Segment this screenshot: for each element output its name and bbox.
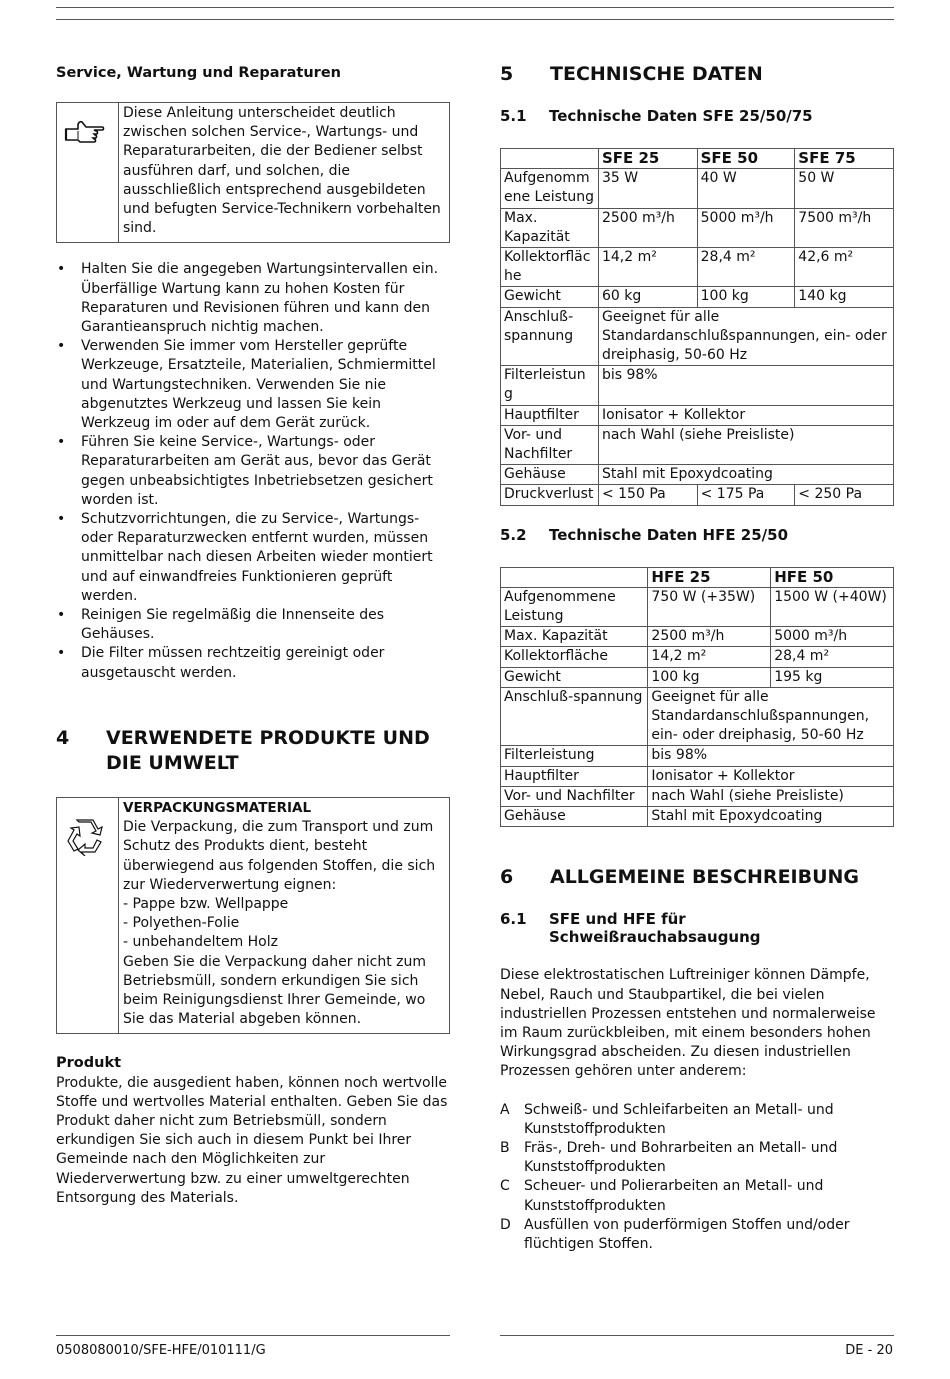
table-row (501, 307, 894, 366)
table-cell: 2500 m³/h (648, 627, 771, 647)
packaging-text (119, 798, 449, 1033)
packaging-item: - unbehandeltem Holz (123, 934, 278, 951)
bullet-item: • Verwenden Sie immer vom Hersteller geprüfte Werkzeuge, Ersatzteile, Materialien, Schmiermittel und Wartungstechniken. Verwenden Sie nie abgenutztes Werkzeug und lassen Sie kein Werkzeug im oder auf dem Gerät zurück. (56, 337, 450, 433)
section-5-1-heading (500, 107, 894, 125)
service-note-box (56, 102, 450, 243)
row-label: Kollektorfläc he (501, 248, 599, 287)
table-cell: 28,4 m² (771, 647, 894, 667)
table-cell: Ionisator + Kollektor (598, 405, 893, 425)
table-cell: 60 kg (598, 287, 697, 307)
table-row (501, 786, 894, 806)
row-label: Vor- und Nachfilter (501, 425, 599, 464)
table-cell: 14,2 m² (598, 248, 697, 287)
table-row (501, 485, 894, 505)
footer-doc-code: 0508080010/SFE-HFE/010111/G (56, 1343, 266, 1358)
packaging-intro: Die Verpackung, die zum Transport und zum Schutz des Produkts dient, besteht überwiegend aus folgenden Stoffen, die sich zur Wiederverwertung eignen: (123, 819, 436, 893)
subsection-title: Technische Daten HFE 25/50 (549, 525, 789, 544)
table-header-row (501, 149, 894, 169)
process-list (500, 1101, 894, 1255)
section-6-1-heading (500, 910, 894, 946)
table-row (501, 587, 894, 626)
packaging-item: - Pappe bzw. Wellpappe (123, 895, 289, 912)
header-cell: SFE 75 (795, 149, 894, 169)
subsection-title: SFE und HFE für Schweißrauchabsaugung (549, 910, 761, 947)
list-key: C (500, 1178, 510, 1195)
table-row (501, 405, 894, 425)
pointing-hand-icon (57, 103, 119, 242)
table-cell: 40 W (697, 169, 795, 208)
table-row (501, 627, 894, 647)
row-label: Hauptfilter (501, 766, 648, 786)
table-cell: bis 98% (648, 746, 894, 766)
header-cell: SFE 50 (697, 149, 795, 169)
row-label: Aufgenommene Leistung (501, 587, 648, 626)
section-6-1-text: Diese elektrostatischen Luftreiniger können Dämpfe, Nebel, Rauch und Staubpartikel, die bei vielen industriellen Prozessen entstehen und normalerweise im Raum zurückbleiben, mit einem besonders hohen Wirkungsgrad abscheiden. Zu diesen industriellen Prozessen gehören unter anderem: (500, 967, 876, 1080)
row-label: Druckverlust (501, 485, 599, 505)
bullet-item: • Halten Sie die angegeben Wartungsintervallen ein. Überfällige Wartung kann zu hohen Kosten für Reparaturen und Revisionen führen und kann den Garantieanspruch nichtig machen. (56, 260, 450, 337)
section-5-heading (500, 62, 894, 87)
footer-page-number: DE - 20 (845, 1343, 893, 1358)
bullet-item: • Führen Sie keine Service-, Wartungs- oder Reparaturarbeiten am Gerät aus, bevor das Gerät gegen unbeabsichtigtes Inbetriebsetzen gesichert worden ist. (56, 433, 450, 510)
produkt-heading: Produkt (56, 1055, 122, 1072)
list-item (500, 1216, 894, 1254)
table-row (501, 248, 894, 287)
table-row (501, 425, 894, 464)
list-text: Ausfüllen von puderförmigen Stoffen und/oder flüchtigen Stoffen. (524, 1216, 850, 1252)
footer-rule-right (500, 1335, 894, 1336)
service-note-text: Diese Anleitung unterscheidet deutlich zwischen solchen Service-, Wartungs- und Reparaturarbeiten, die der Bediener selbst ausführen darf, und solchen, die ausschließlich entsprechend ausgebildeten und befugten Service-Technikern vorbehalten sind. (123, 105, 441, 237)
packaging-title: VERPACKUNGSMATERIAL (123, 799, 312, 816)
table-cell: nach Wahl (siehe Preisliste) (598, 425, 893, 464)
table-cell: 50 W (795, 169, 894, 208)
section-6-heading (500, 865, 894, 890)
row-label: Gehäuse (501, 465, 599, 485)
section-number: 4 (56, 726, 70, 749)
table-row (501, 208, 894, 247)
table-cell: < 175 Pa (697, 485, 795, 505)
table-cell: Ionisator + Kollektor (648, 766, 894, 786)
recycling-icon (57, 798, 119, 1033)
table-cell: 5000 m³/h (697, 208, 795, 247)
table-cell: bis 98% (598, 366, 893, 405)
list-text: Schweiß- und Schleifarbeiten an Metall- und Kunststoffprodukten (524, 1101, 834, 1137)
table-row (501, 667, 894, 687)
list-key: D (500, 1216, 511, 1233)
table-cell: nach Wahl (siehe Preisliste) (648, 786, 894, 806)
list-key: B (500, 1139, 510, 1156)
list-key: A (500, 1101, 510, 1118)
maintenance-bullets (56, 260, 450, 682)
table-cell: Geeignet für alle Standardanschlußspannungen, ein- oder dreiphasig, 50-60 Hz (648, 687, 894, 746)
packaging-box (56, 797, 450, 1034)
section-number: 5 (500, 63, 514, 85)
table-cell: 5000 m³/h (771, 627, 894, 647)
produkt-text: Produkte, die ausgedient haben, können noch wertvolle Stoffe und wertvolles Material enthalten. Geben Sie das Produkt daher nicht zum Betriebsmüll, sondern erkundigen Sie sich auch in diesem Punkt bei Ihrer Gemeinde nach den Möglichkeiten zur Wiederverwertung bzw. zu einer umweltgerechten Entsorgung des Materials. (56, 1074, 448, 1206)
subsection-number: 5.2 (500, 525, 527, 544)
header-rule-bottom (56, 19, 894, 20)
table-cell: 28,4 m² (697, 248, 795, 287)
service-heading: Service, Wartung und Reparaturen (56, 65, 341, 81)
table-cell: Stahl mit Epoxydcoating (598, 465, 893, 485)
table-row (501, 746, 894, 766)
bullet-item: • Schutzvorrichtungen, die zu Service-, Wartungs- oder Reparaturzwecken entfernt wurden, müssen unmittelbar nach diesen Arbeiten wieder montiert und auf einwandfreies Funktionieren geprüft werden. (56, 510, 450, 606)
section-title: VERWENDETE PRODUKTE UND DIE UMWELT (106, 726, 430, 774)
table-row (501, 687, 894, 746)
table-cell: 195 kg (771, 667, 894, 687)
table-cell: 750 W (+35W) (648, 587, 771, 626)
table-cell: < 150 Pa (598, 485, 697, 505)
section-number: 6 (500, 866, 514, 889)
table-cell: 35 W (598, 169, 697, 208)
table-cell: < 250 Pa (795, 485, 894, 505)
header-cell: HFE 50 (771, 567, 894, 587)
row-label: Vor- und Nachfilter (501, 786, 648, 806)
section-5-2-heading (500, 526, 894, 544)
row-label: Gewicht (501, 287, 599, 307)
table-cell: 1500 W (+40W) (771, 587, 894, 626)
header-cell: HFE 25 (648, 567, 771, 587)
table-row (501, 465, 894, 485)
row-label: Max. Kapazität (501, 627, 648, 647)
table-row (501, 647, 894, 667)
left-column (56, 65, 450, 1208)
list-item (500, 1139, 894, 1177)
row-label: Filterleistun g (501, 366, 599, 405)
footer-rule-left (56, 1335, 450, 1336)
header-cell (501, 567, 648, 587)
list-item (500, 1101, 894, 1139)
hfe-data-table (500, 567, 894, 828)
subsection-number: 6.1 (500, 910, 527, 929)
table-row (501, 807, 894, 827)
table-cell: Stahl mit Epoxydcoating (648, 807, 894, 827)
table-header-row (501, 567, 894, 587)
right-column (500, 62, 894, 1254)
table-row (501, 169, 894, 208)
row-label: Filterleistung (501, 746, 648, 766)
header-rule-top (56, 7, 894, 8)
sfe-data-table (500, 148, 894, 506)
table-cell: 42,6 m² (795, 248, 894, 287)
bullet-item: • Reinigen Sie regelmäßig die Innenseite des Gehäuses. (56, 606, 450, 644)
row-label: Anschluß-spannung (501, 687, 648, 746)
table-cell: 14,2 m² (648, 647, 771, 667)
list-text: Fräs-, Dreh- und Bohrarbeiten an Metall- und Kunststoffprodukten (524, 1139, 838, 1176)
header-cell (501, 149, 599, 169)
section-4-heading (56, 726, 450, 776)
subsection-title: Technische Daten SFE 25/50/75 (549, 107, 813, 125)
table-cell: 7500 m³/h (795, 208, 894, 247)
section-title: ALLGEMEINE BESCHREIBUNG (550, 866, 860, 889)
table-cell: Geeignet für alle Standardanschlußspannungen, ein- oder dreiphasig, 50-60 Hz (598, 307, 893, 366)
table-cell: 100 kg (648, 667, 771, 687)
row-label: Aufgenomm ene Leistung (501, 169, 599, 208)
table-cell: 2500 m³/h (598, 208, 697, 247)
table-row (501, 366, 894, 405)
row-label: Anschluß-spannung (501, 307, 599, 366)
table-cell: 100 kg (697, 287, 795, 307)
row-label: Gewicht (501, 667, 648, 687)
packaging-item: - Polyethen-Folie (123, 915, 240, 932)
bullet-item: • Die Filter müssen rechtzeitig gereinigt oder ausgetauscht werden. (56, 644, 450, 682)
row-label: Gehäuse (501, 807, 648, 827)
subsection-number: 5.1 (500, 107, 527, 125)
list-item (500, 1177, 894, 1215)
row-label: Hauptfilter (501, 405, 599, 425)
table-row (501, 287, 894, 307)
section-title: TECHNISCHE DATEN (550, 63, 763, 85)
list-text: Scheuer- und Polierarbeiten an Metall- und Kunststoffprodukten (524, 1178, 824, 1214)
header-cell: SFE 25 (598, 149, 697, 169)
table-row (501, 766, 894, 786)
row-label: Max. Kapazität (501, 208, 599, 247)
packaging-outro: Geben Sie die Verpackung daher nicht zum Betriebsmüll, sondern erkundigen Sie sich beim Reinigungsdienst Ihrer Gemeinde, wo Sie das Material abgeben können. (123, 953, 427, 1028)
row-label: Kollektorfläche (501, 647, 648, 667)
table-cell: 140 kg (795, 287, 894, 307)
